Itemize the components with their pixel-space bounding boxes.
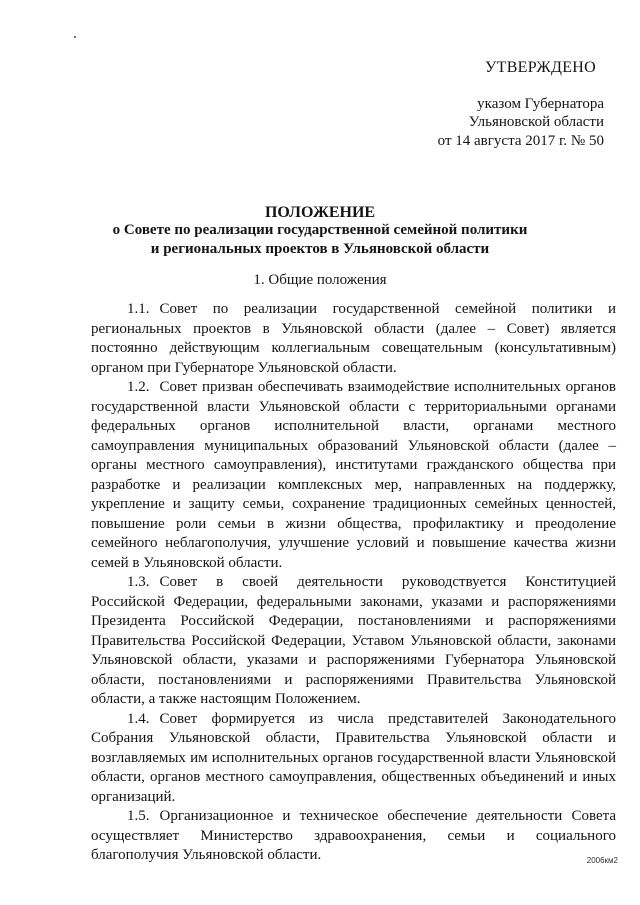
approval-date: от 14 августа 2017 г. № 50 [437, 133, 604, 149]
section-title: 1. Общие положения [253, 272, 387, 288]
title-heading: ПОЛОЖЕНИЕ [264, 204, 376, 221]
title-subtitle-1: о Совете по реализации государственной семейной политики [112, 222, 528, 238]
section-body [91, 300, 616, 866]
approval-region: Ульяновской области [468, 114, 604, 130]
approved-stamp: УТВЕРЖДЕНО [485, 59, 597, 76]
approval-decree: указом Губернатора [477, 96, 604, 112]
paragraph-1-1 [91, 300, 616, 378]
paragraph-text: Организационное и техническое обеспечение деятельности Совета осуществляет Министерство здравоохранения, семьи и социального благополучия Ульяновской области. [91, 808, 616, 863]
paragraph-1-2 [91, 378, 616, 573]
paragraph-text: Совет формируется из числа представителей Законодательного Собрания Ульяновской области, Правительства Ульяновской области и возглавляемых им исполнительных органов государственной власти Ульяновской области, органов местного самоуправления, общественных объединений и иных организаций. [91, 710, 616, 805]
paragraph-text: Совет в своей деятельности руководствуется Конституцией Российской Федерации, федеральными законами, указами и распоряжениями Президента Российской Федерации, постановлениями и распоряжениями Правительства Российской Федерации, Уставом Ульяновской области, законами Ульяновской области, указами и распоряжениями Губернатора Ульяновской области, постановлениями и распоряжениями Правительства Ульяновской области, а также настоящим Положением. [91, 574, 616, 707]
paragraph-number: 1.4. [127, 710, 150, 727]
paragraph-1-3 [91, 573, 616, 710]
paragraph-1-5 [91, 807, 616, 866]
paragraph-number: 1.3. [127, 574, 150, 590]
paragraph-1-4 [91, 710, 616, 808]
title-subtitle-2: и региональных проектов в Ульяновской области [150, 241, 490, 257]
paragraph-text: Совет по реализации государственной семейной политики и региональных проектов в Ульяновской области (далее – Совет) является постоянно действующим коллегиальным совещательным (консультативным) органом при Губернаторе Ульяновской области. [91, 301, 616, 376]
paragraph-number: 1.2. [127, 379, 150, 395]
paragraph-number: 1.1. [127, 301, 150, 317]
scan-artifact [74, 36, 76, 38]
paragraph-text: Совет призван обеспечивать взаимодействие исполнительных органов государственной власти Ульяновской области с территориальными органами федеральных органов исполнительной власти, органами местного самоуправления муниципальных образований Ульяновской области (далее – органы местного самоуправления), институтами гражданского общества при разработке и реализации комплексных мер, направленных на поддержку, укрепление и защиту семьи, сохранение традиционных семейных ценностей, повышение роли семьи в жизни общества, профилактику и преодоление семейного неблагополучия, улучшение условий и повышение качества жизни семей в Ульяновской области. [91, 379, 616, 571]
footer-code: 2006км2 [586, 856, 618, 865]
paragraph-number: 1.5. [127, 808, 150, 824]
